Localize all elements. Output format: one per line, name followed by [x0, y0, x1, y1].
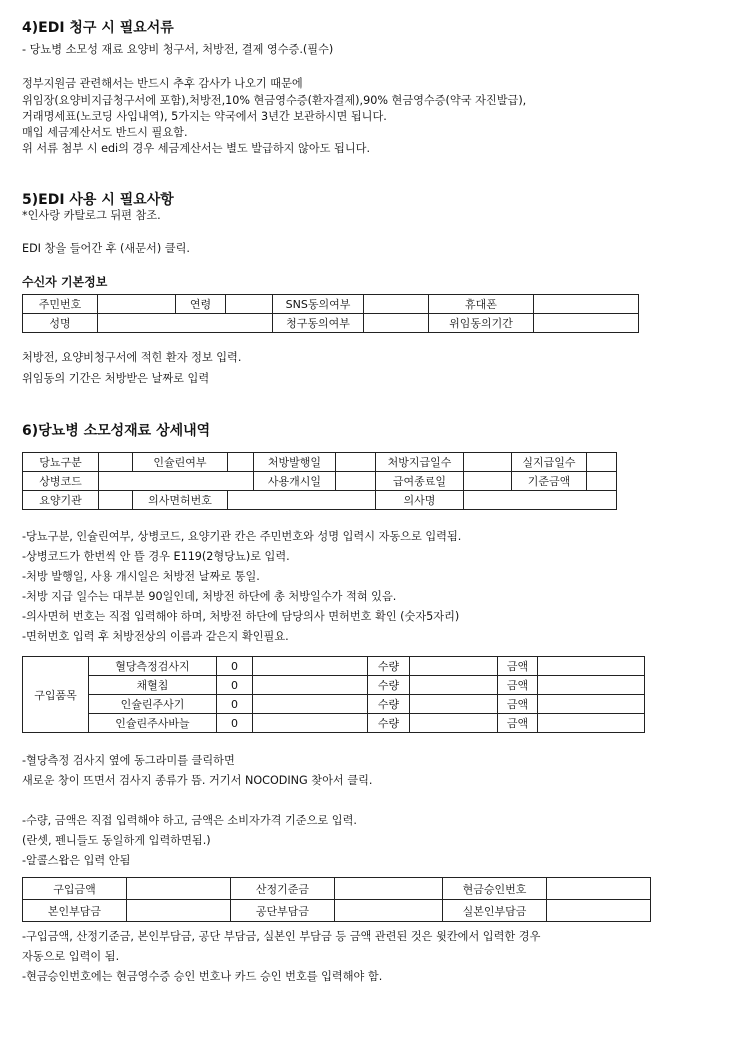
table-cell[interactable] [98, 314, 273, 333]
table-cell[interactable] [226, 295, 273, 314]
table-cell: 주민번호 [23, 295, 98, 314]
table-cell: 본인부담금 [23, 900, 127, 922]
table-cell: 인슐린여부 [133, 453, 228, 472]
table-row [23, 295, 639, 314]
receiver-info-table [22, 294, 639, 333]
section-5-note: EDI 창을 들어간 후 (새문서) 클릭. [22, 242, 190, 255]
receiver-info-subtitle: 수신자 기본정보 [22, 275, 108, 289]
table-cell[interactable] [127, 878, 231, 900]
table-cell[interactable] [547, 878, 651, 900]
section-5-note: 처방전, 요양비청구서에 적힌 환자 정보 입력. [22, 351, 242, 364]
section-6-note: -상병코드가 한번씩 안 뜰 경우 E119(2형당뇨)로 입력. [22, 550, 290, 563]
purchase-items-table [22, 656, 645, 733]
table-cell[interactable] [587, 472, 617, 491]
table-cell: 연령 [176, 295, 226, 314]
table-cell: 청구동의여부 [273, 314, 364, 333]
table-cell: 급여종료일 [376, 472, 464, 491]
table-cell[interactable] [335, 900, 443, 922]
table-cell[interactable] [335, 878, 443, 900]
section-4-para-line: 매입 세금계산서도 반드시 필요함. [22, 126, 188, 139]
table-cell[interactable] [99, 491, 133, 510]
section-6-note: 새로운 창이 뜨면서 검사지 종류가 뜸. 거기서 NOCODING 찾아서 클릭. [22, 774, 373, 787]
table-cell: 실본인부담금 [443, 900, 547, 922]
section-6-note: -혈당측정 검사지 옆에 동그라미를 클릭하면 [22, 754, 235, 767]
qty-input[interactable] [410, 657, 498, 676]
section-6-note: 자동으로 입력이 됨. [22, 950, 120, 963]
item-name: 혈당측정검사지 [89, 657, 217, 676]
table-cell[interactable] [587, 453, 617, 472]
amount-label: 금액 [498, 695, 538, 714]
table-cell[interactable] [464, 491, 617, 510]
table-cell: SNS동의여부 [273, 295, 364, 314]
qty-input[interactable] [410, 695, 498, 714]
table-row [23, 657, 645, 676]
table-cell: 당뇨구분 [23, 453, 99, 472]
table-cell[interactable] [464, 453, 512, 472]
table-row [23, 453, 617, 472]
section-4-para-line: 거래명세표(노코딩 사입내역), 5가지는 약국에서 3년간 보관하시면 됩니다. [22, 110, 387, 123]
table-cell: 의사면허번호 [133, 491, 228, 510]
amount-summary-table [22, 877, 651, 922]
table-row [23, 900, 651, 922]
table-cell: 기준금액 [512, 472, 587, 491]
section-4-para-line: 정부지원금 관련해서는 반드시 추후 감사가 나오기 때문에 [22, 77, 303, 90]
amount-label: 금액 [498, 676, 538, 695]
table-cell[interactable] [99, 453, 133, 472]
table-cell[interactable] [464, 472, 512, 491]
table-row [23, 676, 645, 695]
table-cell[interactable] [364, 295, 429, 314]
table-cell: 공단부담금 [231, 900, 335, 922]
section-6-note: -구입금액, 산정기준금, 본인부담금, 공단 부담금, 실본인 부담금 등 금액 관련된 것은 윗칸에서 입력한 경우 [22, 930, 541, 943]
amount-input[interactable] [538, 657, 645, 676]
item-qty-value[interactable]: 0 [217, 676, 253, 695]
table-cell[interactable] [253, 657, 368, 676]
section-4-title: 4)EDI 청구 시 필요서류 [22, 20, 174, 36]
section-5-note: *인사랑 카탈로그 뒤편 참조. [22, 209, 161, 222]
item-name: 인슐린주사기 [89, 695, 217, 714]
section-6-title: 6)당뇨병 소모성재료 상세내역 [22, 423, 211, 439]
table-cell: 휴대폰 [429, 295, 534, 314]
table-cell: 실지급일수 [512, 453, 587, 472]
section-4-para-line: 위 서류 첨부 시 edi의 경우 세금계산서는 별도 발급하지 않아도 됩니다. [22, 142, 371, 155]
table-cell[interactable] [336, 472, 376, 491]
table-cell[interactable] [228, 453, 254, 472]
table-cell[interactable] [336, 453, 376, 472]
section-6-note: -알콜스왑은 입력 안됨 [22, 854, 131, 867]
table-cell[interactable] [98, 295, 176, 314]
qty-label: 수량 [368, 657, 410, 676]
amount-input[interactable] [538, 676, 645, 695]
item-name: 채혈침 [89, 676, 217, 695]
table-row [23, 472, 617, 491]
table-cell: 산정기준금 [231, 878, 335, 900]
amount-input[interactable] [538, 695, 645, 714]
table-cell: 현금승인번호 [443, 878, 547, 900]
qty-input[interactable] [410, 714, 498, 733]
table-cell: 사용개시일 [254, 472, 336, 491]
detail-table [22, 452, 617, 510]
section-4-para-line: 위임장(요양비지급청구서에 포함),처방전,10% 현금영수증(환자결제),90% 현금영수증(약국 자진발급), [22, 94, 527, 107]
table-cell[interactable] [364, 314, 429, 333]
table-cell: 의사명 [376, 491, 464, 510]
item-qty-value[interactable]: 0 [217, 657, 253, 676]
section-6-note: -면허번호 입력 후 처방전상의 이름과 같은지 확인필요. [22, 630, 289, 643]
section-6-note: -처방 발행일, 사용 개시일은 처방전 날짜로 통일. [22, 570, 260, 583]
amount-label: 금액 [498, 657, 538, 676]
section-5-note: 위임동의 기간은 처방받은 날짜로 입력 [22, 372, 210, 385]
table-cell[interactable] [534, 295, 639, 314]
item-qty-value[interactable]: 0 [217, 714, 253, 733]
section-5-title: 5)EDI 사용 시 필요사항 [22, 192, 174, 208]
table-row [23, 695, 645, 714]
table-cell[interactable] [253, 695, 368, 714]
table-cell: 위임동의기간 [429, 314, 534, 333]
qty-label: 수량 [368, 695, 410, 714]
table-cell[interactable] [547, 900, 651, 922]
table-cell: 처방지급일수 [376, 453, 464, 472]
section-6-note: -처방 지급 일수는 대부분 90일인데, 처방전 하단에 총 처방일수가 적혀 있음. [22, 590, 397, 603]
qty-input[interactable] [410, 676, 498, 695]
section-4-required-docs: - 당뇨병 소모성 재료 요양비 청구서, 처방전, 결제 영수증.(필수) [22, 43, 334, 56]
table-row [23, 714, 645, 733]
purchase-items-label: 구입품목 [23, 657, 89, 733]
section-6-note: -당뇨구분, 인슐린여부, 상병코드, 요양기관 칸은 주민번호와 성명 입력시 자동으로 입력됨. [22, 530, 462, 543]
table-cell: 성명 [23, 314, 98, 333]
section-6-note: (란셋, 펜니들도 동일하게 입력하면됨.) [22, 834, 211, 847]
table-cell[interactable] [127, 900, 231, 922]
table-cell[interactable] [534, 314, 639, 333]
table-cell: 요양기관 [23, 491, 99, 510]
item-name: 인슐린주사바늘 [89, 714, 217, 733]
table-cell[interactable] [228, 491, 376, 510]
table-row [23, 314, 639, 333]
qty-label: 수량 [368, 714, 410, 733]
amount-input[interactable] [538, 714, 645, 733]
section-6-note: -수량, 금액은 직접 입력해야 하고, 금액은 소비자가격 기준으로 입력. [22, 814, 357, 827]
qty-label: 수량 [368, 676, 410, 695]
section-6-note: -현금승인번호에는 현금영수증 승인 번호나 카드 승인 번호를 입력해야 함. [22, 970, 383, 983]
table-cell: 처방발행일 [254, 453, 336, 472]
item-qty-value[interactable]: 0 [217, 695, 253, 714]
table-cell: 상병코드 [23, 472, 99, 491]
table-cell[interactable] [253, 676, 368, 695]
section-6-note: -의사면허 번호는 직접 입력해야 하며, 처방전 하단에 담당의사 면허번호 확인 (숫자5자리) [22, 610, 460, 623]
table-row [23, 878, 651, 900]
table-cell[interactable] [99, 472, 254, 491]
amount-label: 금액 [498, 714, 538, 733]
table-cell: 구입금액 [23, 878, 127, 900]
table-row [23, 491, 617, 510]
table-cell[interactable] [253, 714, 368, 733]
